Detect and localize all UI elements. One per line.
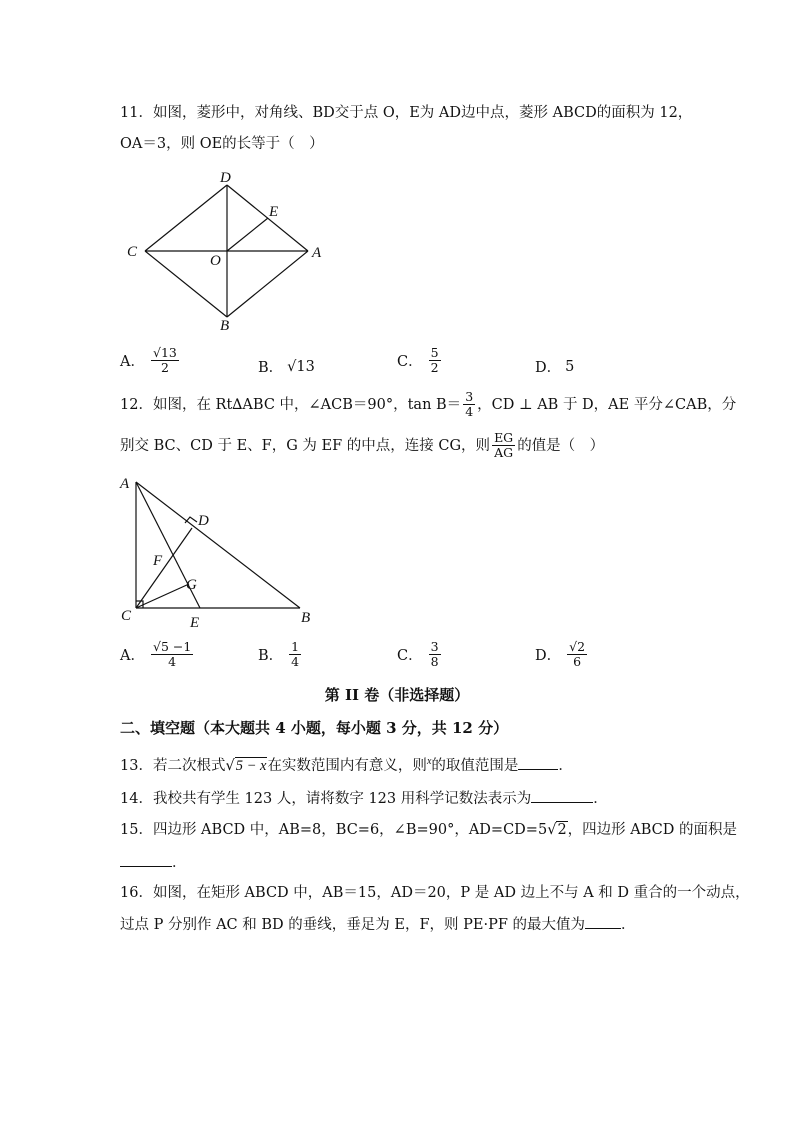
- q12-option-b[interactable]: [258, 640, 303, 669]
- option-text: 5: [565, 358, 575, 375]
- sqrt-sign-icon: √: [225, 757, 235, 774]
- q11-option-a[interactable]: [120, 346, 181, 375]
- q13-end: ．: [558, 757, 573, 774]
- q14-a: 14．我校共有学生 123 人，请将数字 123 用科学记数法表示为: [120, 791, 532, 807]
- frac-den: 6: [573, 654, 582, 669]
- q14-line: [120, 788, 608, 809]
- label-A: A: [312, 245, 322, 261]
- q16-line1: 16．如图，在矩形 ABCD 中，AB＝15，AD＝20，P 是 AD 边上不与 A 和 D 重合的一个动点，: [120, 885, 750, 901]
- option-letter: A．: [120, 648, 145, 664]
- label-E: E: [269, 204, 279, 220]
- q13-c: 的取值范围是: [431, 757, 519, 774]
- frac-den: 8: [430, 654, 439, 669]
- option-text: √13: [287, 358, 315, 375]
- label-G: G: [186, 577, 197, 593]
- frac-num: 3: [430, 639, 439, 654]
- q15-end: ．: [172, 855, 187, 871]
- q11-line1: 11．如图，菱形中，对角线、BD交于点 O，E为 AD边中点，菱形 ABCD的面积为 12，: [120, 105, 693, 121]
- label-O: O: [210, 253, 221, 269]
- option-letter: D．: [535, 360, 562, 376]
- frac-den: 4: [465, 404, 474, 419]
- q15-line2: [120, 852, 187, 873]
- q12-line1-b: ，CD ⊥ AB 于 D，AE 平分∠CAB，分: [477, 396, 737, 413]
- frac-num: √2: [569, 639, 586, 654]
- frac-den: 4: [168, 654, 177, 669]
- frac-num: 3: [465, 389, 474, 404]
- label-F: F: [153, 553, 163, 569]
- sqrt-sign-icon: √: [547, 822, 557, 838]
- q15-radical: 2: [557, 822, 567, 838]
- label-C: C: [121, 608, 132, 624]
- q12-line1: [120, 390, 736, 419]
- q15-answer-blank[interactable]: [120, 852, 172, 867]
- q13-var: x: [426, 756, 432, 767]
- label-D: D: [198, 513, 209, 529]
- q16-answer-blank[interactable]: [585, 914, 621, 929]
- q12-option-d[interactable]: [535, 640, 589, 669]
- q13-a: 13．若二次根式: [120, 757, 226, 774]
- option-letter: C．: [397, 648, 423, 664]
- q13-b: 在实数范围内有意义，则: [267, 757, 427, 774]
- frac-den: 2: [160, 360, 169, 375]
- q16-end: ．: [621, 917, 636, 933]
- q12-option-a[interactable]: [120, 640, 195, 669]
- q11-option-c[interactable]: [397, 346, 443, 375]
- frac-num: EG: [494, 430, 514, 445]
- q13-line: [120, 752, 573, 776]
- frac-num: 1: [291, 639, 300, 654]
- q14-end: ．: [593, 791, 608, 807]
- frac-num: 5: [430, 345, 439, 360]
- q12-line2-b: 的值是（ ）: [517, 437, 605, 454]
- label-C: C: [127, 244, 138, 260]
- q16-line2-a: 过点 P 分别作 AC 和 BD 的垂线，垂足为 E，F，则 PE·PF 的最大值为: [120, 917, 585, 933]
- option-letter: D．: [535, 648, 562, 664]
- frac-den: AG: [494, 445, 514, 460]
- option-letter: A．: [120, 354, 145, 370]
- q12-line2-a: 别交 BC、CD 于 E、F，G 为 EF 的中点，连接 CG，则: [120, 437, 491, 454]
- q13-radical: 5 − x: [235, 757, 267, 774]
- q14-answer-blank[interactable]: [531, 788, 593, 803]
- q11-option-b[interactable]: [258, 356, 315, 377]
- triangle-figure: [112, 472, 327, 632]
- rhombus-figure: [120, 168, 330, 338]
- label-B: B: [301, 610, 311, 626]
- q12-line1-a: 12．如图，在 Rt∆ABC 中，∠ACB＝90°，tan B＝: [120, 396, 462, 413]
- frac-den: 4: [291, 654, 300, 669]
- q15-line: [120, 820, 737, 840]
- q16-line2: [120, 914, 636, 935]
- q15-a: 15．四边形 ABCD 中，AB=8，BC=6，∠B=90°，AD=CD=5: [120, 822, 548, 838]
- section-heading: 二、填空题（本大题共 4 小题，每小题 3 分，共 12 分）: [120, 719, 509, 737]
- label-B: B: [220, 318, 230, 334]
- q11-option-d[interactable]: [535, 356, 574, 377]
- q11-line2: OA＝3，则 OE的长等于（ ）: [120, 136, 324, 152]
- frac-den: 2: [430, 360, 439, 375]
- q15-b: ，四边形 ABCD 的面积是: [567, 822, 738, 838]
- option-letter: B．: [258, 648, 284, 664]
- frac-num: √5 −1: [152, 639, 192, 654]
- label-D: D: [220, 170, 231, 186]
- q12-line2: [120, 431, 604, 460]
- section-title: 第 II 卷（非选择题）: [324, 686, 470, 704]
- frac-num: √13: [152, 345, 177, 360]
- q13-answer-blank[interactable]: [518, 755, 558, 770]
- option-letter: C．: [397, 354, 423, 370]
- option-letter: B．: [258, 360, 284, 376]
- q12-option-c[interactable]: [397, 640, 443, 669]
- label-A: A: [120, 476, 130, 492]
- label-E: E: [190, 615, 200, 631]
